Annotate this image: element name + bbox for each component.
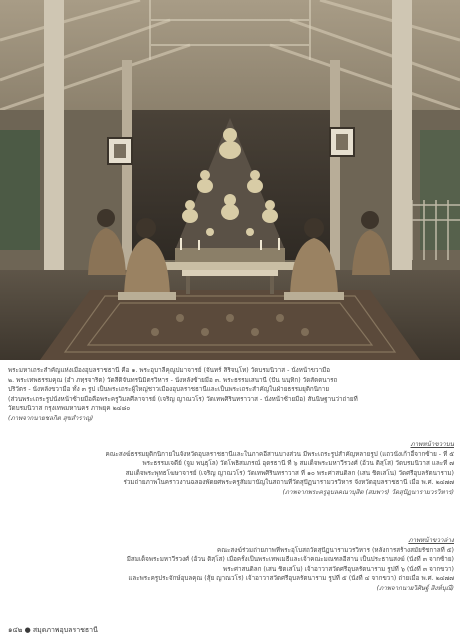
caption-line: พระศาสนดิลก (เสน ชิตเสโน) เจ้าอาวาสวัดศรีอุบลรัตนาราม รูปที่ ๖ (นั่งที่ ๓ จากขวา) [223,565,454,573]
photo-credit: (ภาพจากนายชลกิต สุขสำราญ) [8,414,94,422]
caption-heading: ภาพหน้าขวาบน [410,441,454,448]
caption-line: สมเด็จพระพุทธโฆษาจารย์ (เจริญ ญาณวโร) วัดเทพศิรินทราวาส ที่ ๑๐ พระศาสนดิลก (เสน ชิตเสโน) วัดศรีอุบลรัตนาราม) [125,469,454,477]
caption-lower-right-photo [8,536,454,593]
caption-line: พระมหาเถระสำคัญแห่งเมืองอุบลราชธานี คือ ๑. พระอุบาลีคุณูปมาจารย์ (จันทร์ สิริจนฺโท) วัดบรมนิวาส - นั่งหน้าขวามือ [8,367,331,374]
caption-line: ๒. พระเทพธรรมคุณ (อ่ำ ภทฺรจาริต) วัดสีดิจันทรนิมิตรวิหาร - นั่งหลังซ้ายมือ ๓. พระธรรมเสนานี (ปัน นนฺทิก) วัดสัตตนารถ [8,376,338,384]
caption-line: พระธรรมเจดีย์ (จูม พนฺธุโล) วัดโพธิสมภรณ์ อุดรธานี ที่ ๖ สมเด็จพระมหาวีรวงศ์ (อ้วน ติสฺโส) วัดบรมนิวาส และที่ ๗ [142,460,454,467]
caption-line: (ส่วนพระเถระรูปนั่งหน้าซ้ายมือคือพระครูวิมลศีลาจารย์ (เจริญ ญาณวโร) วัดเทพศิรินทราวาส - นั่งหน้าซ้ายมือ) สันนิษฐานว่าถ่ายที่ [8,395,358,403]
photo-credit: (ภาพจากนายวิศิษฐ์ สิงห์บุณี) [376,584,454,592]
photo-credit: (ภาพจากพระครูอุบลคณาบุสิต (สมพาร) วัดสุปัฏนารามวรวิหาร) [282,488,454,496]
page-footer: ๑๔๒ ● สมุดภาพอุบลราชธานี [8,626,98,634]
caption-upper-right-photo [8,440,454,497]
caption-line: คณะสงฆ์ธรรมยุติกนิกายในจังหวัดอุบลราชธานีและในภาคอีสานบางส่วน มีพระเถระรูปสำคัญหลายรูป (แถวนั่งเก้าอี้จากซ้าย - ที่ ๕ [105,450,454,458]
caption-line: วัดบรมนิวาส กรุงเทพมหานคร ภาพยุค ๒๔๘๐ [8,405,131,412]
caption-line: คณะสงฆ์ร่วมถ่ายภาพที่พระอุโบสถวัดสุปัฏนารามวรวิหาร (หลังการสร้างสมัยรัชกาลที่ ๕) [216,546,454,554]
caption-line: ปริวัตร - นั่งหลังขวามือ ทั้ง ๓ รูป เป็นพระเถระผู้ใหญ่ชาวเมืองอุบลราชธานีและเป็นพระเถระสำคัญในฝ่ายธรรมยุติกนิกาย [8,386,330,393]
caption-line: และพระครูประจักษ์อุบลคุณ (สุ้ย ญาณวโร) เจ้าอาวาสวัดศรีอุบลรัตนาราม รูปที่ ๕ (นั่งที่ ๔ จากขวา) ถ่ายเมื่อ พ.ศ. ๒๔๗๗ [128,575,454,582]
caption-line: ร่วมถ่ายภาพในคราวงานฉลองพัดยศพระครูสัมมานัญในสถานที่วัดสุปัฏนารามวรวิหาร จังหวัดอุบลราชธานี เมื่อ พ.ศ. ๒๔๗๗ [123,479,454,486]
caption-main-photo [8,366,454,423]
caption-line: มีสมเด็จพระมหาวีรวงศ์ (อ้วน ติสฺโส) เมื่อครั้งเป็นพระเทพเมธีและเจ้าคณะมณฑลอีสาน เป็นประธานสงฆ์ (นั่งที่ ๓ จากซ้าย) [126,556,454,563]
caption-heading: ภาพหน้าขวาล่าง [408,537,454,544]
